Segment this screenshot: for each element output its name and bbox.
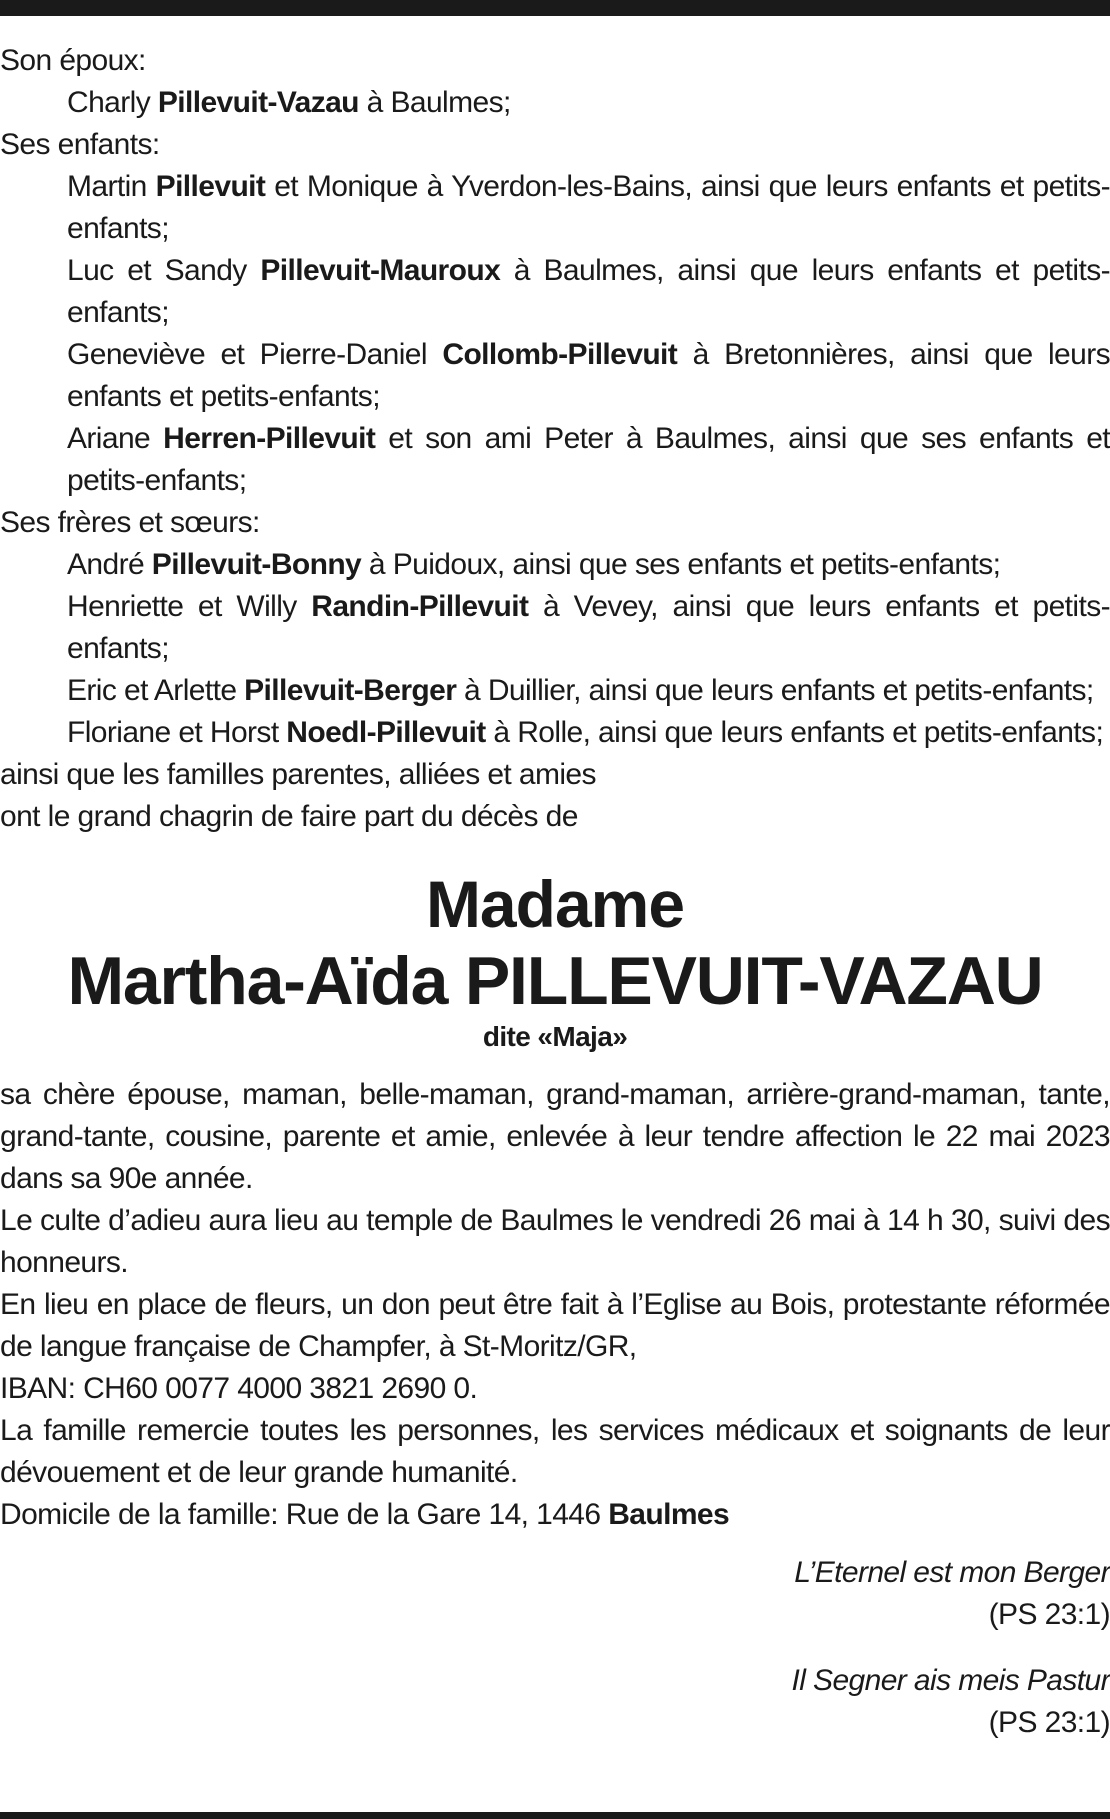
children-heading: Ses enfants:	[0, 128, 160, 161]
child-entry: Ariane Herren-Pillevuit et son ami Peter à Baulmes, ainsi que ses enfants et petits-enfants;	[67, 422, 1110, 497]
siblings-heading: Ses frères et sœurs:	[0, 506, 260, 539]
child-entry: Geneviève et Pierre-Daniel Collomb-Pillevuit à Bretonnières, ainsi que leurs enfants et petits-enfants;	[67, 338, 1110, 413]
paragraph: IBAN: CH60 0077 4000 3821 2690 0.	[0, 1372, 478, 1405]
nickname: dite «Maja»	[482, 1021, 628, 1052]
scripture-quote	[0, 1660, 1110, 1744]
quote-reference: (PS 23:1)	[988, 1598, 1110, 1631]
sibling-entry: Eric et Arlette Pillevuit-Berger à Duillier, ainsi que leurs enfants et petits-enfants;	[67, 674, 1094, 707]
closing-line: ont le grand chagrin de faire part du décès de	[0, 800, 578, 833]
paragraph: En lieu en place de fleurs, un don peut être fait à l’Eglise au Bois, protestante réformée de langue française de Champfer, à St-Moritz/GR,	[0, 1288, 1110, 1363]
child-entry: Martin Pillevuit et Monique à Yverdon-les-Bains, ainsi que leurs enfants et petits-enfants;	[67, 170, 1110, 245]
sibling-entry: Floriane et Horst Noedl-Pillevuit à Rolle, ainsi que leurs enfants et petits-enfants;	[67, 716, 1104, 749]
domicile: Domicile de la famille: Rue de la Gare 14, 1446 Baulmes	[0, 1498, 730, 1531]
quote-reference: (PS 23:1)	[988, 1706, 1110, 1739]
quote-text: L’Eternel est mon Berger	[794, 1556, 1110, 1589]
bottom-rule	[0, 1812, 1110, 1819]
obituary-notice	[0, 40, 1110, 1744]
salutation: Madame	[425, 867, 685, 941]
spouse-entry: Charly Pillevuit-Vazau à Baulmes;	[67, 86, 511, 119]
paragraph: Le culte d’adieu aura lieu au temple de Baulmes le vendredi 26 mai à 14 h 30, suivi des honneurs.	[0, 1204, 1110, 1279]
deceased-name: Martha-Aïda PILLEVUIT-VAZAU	[67, 943, 1043, 1019]
paragraph: La famille remercie toutes les personnes, les services médicaux et soignants de leur dévouement et de leur grande humanité.	[0, 1414, 1110, 1489]
sibling-entry: Henriette et Willy Randin-Pillevuit à Vevey, ainsi que leurs enfants et petits-enfants;	[67, 590, 1110, 665]
sibling-entry: André Pillevuit-Bonny à Puidoux, ainsi que ses enfants et petits-enfants;	[67, 548, 1001, 581]
paragraph: sa chère épouse, maman, belle-maman, grand-maman, arrière-grand-maman, tante, grand-tante, cousine, parente et amie, enlevée à leur tendre affection le 22 mai 2023 dans sa 90e année.	[0, 1078, 1110, 1195]
quote-text: Il Segner ais meis Pastur	[791, 1664, 1110, 1697]
spouse-heading: Son époux:	[0, 44, 146, 77]
child-entry: Luc et Sandy Pillevuit-Mauroux à Baulmes, ainsi que leurs enfants et petits-enfants;	[67, 254, 1110, 329]
closing-line: ainsi que les familles parentes, alliées et amies	[0, 758, 596, 791]
deceased-title	[0, 866, 1110, 1054]
scripture-quote	[0, 1552, 1110, 1636]
top-rule	[0, 0, 1110, 16]
